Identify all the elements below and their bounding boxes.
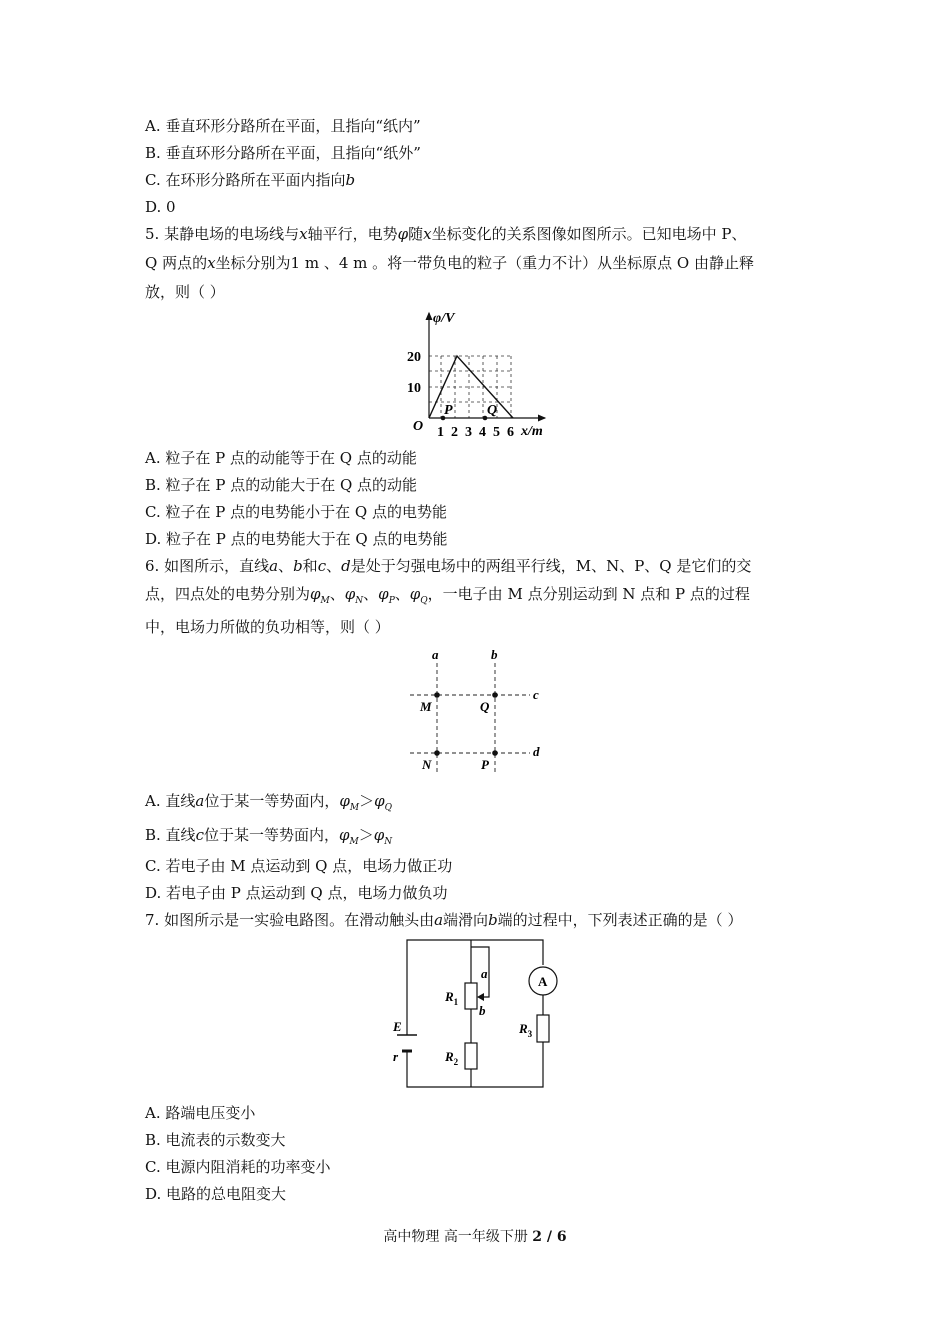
emf-label: E (393, 1019, 402, 1034)
point-q (492, 692, 498, 698)
q6-option-a (145, 791, 392, 818)
xtick-5: 5 (493, 425, 500, 438)
q7-option-c: C. 电源内阻消耗的功率变小 (145, 1158, 331, 1176)
phi-sub: Q (384, 803, 392, 813)
phi-symbol: φ (374, 792, 385, 810)
label-b: b (491, 647, 498, 662)
phi-symbol: φ (344, 585, 356, 603)
q6-var-b: b (293, 557, 303, 575)
q5-text: 坐标变化的关系图像如图所示。已知电场中 P、 (431, 225, 747, 243)
q6-text: 、 (363, 585, 379, 603)
q5-var-phi: φ (397, 225, 409, 243)
q5-text: Q 两点的 (145, 254, 208, 272)
label-d: d (533, 744, 540, 759)
x-axis-label: x/m (521, 424, 543, 438)
origin-label: O (413, 419, 424, 434)
q6-text: ，一电子由 M 点分别运动到 N 点和 P 点的过程 (427, 585, 750, 603)
q4-option-a: A. 垂直环形分路所在平面，且指向“纸内” (145, 117, 421, 135)
r1-label-sub: 1 (453, 997, 459, 1007)
q4-option-b: B. 垂直环形分路所在平面，且指向“纸外” (145, 144, 421, 162)
phi-sub: M (349, 803, 360, 813)
phi-symbol: φ (378, 585, 389, 603)
q5-option-a: A. 粒子在 P 点的动能等于在 Q 点的动能 (145, 449, 417, 467)
label-p: P (481, 757, 489, 772)
q7-var-b: b (488, 911, 498, 929)
q6-text: 、 (329, 585, 345, 603)
r3-label (518, 1021, 533, 1039)
r3-label-sub: 3 (527, 1029, 533, 1039)
q6-text: 、 (278, 557, 294, 575)
q6-var-c: c (317, 557, 327, 575)
r2-label (444, 1049, 459, 1067)
slider-arrow-icon (477, 993, 484, 1001)
q6-stem-line2 (145, 584, 750, 611)
q6-text: 6. 如图所示，直线 (145, 557, 270, 575)
label-q: Q (480, 699, 490, 714)
phi-sub: M (320, 596, 330, 606)
q5-text: 坐标分别为1 m 、4 m 。将一带负电的粒子（重力不计）从坐标原点 O 由静止释 (215, 254, 754, 272)
footer-text: 高中物理 高一年级下册 (383, 1229, 528, 1245)
q6-option-c: C. 若电子由 M 点运动到 Q 点，电场力做正功 (145, 857, 453, 875)
q5-var-x: x (299, 225, 308, 243)
xtick-4: 4 (479, 425, 486, 438)
q7-circuit-diagram (385, 935, 560, 1095)
label-n: N (422, 757, 432, 772)
q5-stem-line3: 放，则（ ） (145, 283, 225, 301)
q6-text: 、 (394, 585, 410, 603)
q5-var-x: x (207, 254, 216, 272)
phi-symbol: φ (310, 585, 321, 603)
q7-text: 端的过程中，下列表述正确的是（ ） (497, 911, 743, 929)
phi-sub: Q (420, 596, 428, 606)
q7-text: 端滑向 (443, 911, 489, 929)
ammeter-label: A (538, 974, 548, 989)
resistor-r2 (465, 1043, 477, 1069)
q-label: Q (487, 403, 498, 418)
point-n (434, 750, 440, 756)
q5-var-x: x (423, 225, 432, 243)
graph-grid (429, 356, 511, 418)
slider-label-b: b (479, 1003, 486, 1018)
q5-stem-line2 (145, 253, 754, 273)
r3-label-r: R (519, 1021, 528, 1036)
q6-stem-line1 (145, 556, 751, 576)
q6-text: A. 直线 (145, 792, 196, 810)
q5-option-d: D. 粒子在 P 点的电势能大于在 Q 点的电势能 (145, 530, 448, 548)
phi-sub: N (384, 837, 393, 847)
r1-label-r: R (445, 989, 454, 1004)
r2-label-sub: 2 (453, 1057, 459, 1067)
p-label: P (444, 403, 453, 418)
resistor-r3 (537, 1015, 549, 1042)
q6-var: c (195, 826, 204, 844)
q6-option-b (145, 825, 392, 852)
r1-label (444, 989, 459, 1007)
gt-symbol: ＞ (358, 826, 374, 844)
q5-option-b: B. 粒子在 P 点的动能大于在 Q 点的动能 (145, 476, 418, 494)
page-footer (0, 1226, 950, 1246)
q6-var-d: d (341, 557, 351, 575)
resistor-r1 (465, 983, 477, 1009)
y-axis-label: φ/V (433, 311, 455, 326)
label-a: a (432, 647, 439, 662)
internal-resistance-label: r (393, 1049, 399, 1064)
xtick-3: 3 (465, 425, 472, 438)
q6-text: 位于某一等势面内， (204, 792, 340, 810)
q7-option-b: B. 电流表的示数变大 (145, 1131, 286, 1149)
q5-text: 5. 某静电场的电场线与 (145, 225, 300, 243)
xtick-2: 2 (451, 425, 458, 438)
ytick-20: 20 (407, 350, 421, 365)
label-m: M (420, 699, 432, 714)
q4-option-c-text: C. 在环形分路所在平面内指向 (145, 171, 346, 189)
q6-option-d: D. 若电子由 P 点运动到 Q 点，电场力做负功 (145, 884, 448, 902)
gt-symbol: ＞ (359, 792, 375, 810)
page-number: 2 / 6 (532, 1229, 567, 1245)
wire-bottom (407, 1042, 543, 1087)
ytick-10: 10 (407, 381, 421, 396)
q6-var: a (195, 792, 205, 810)
q6-grid-diagram (405, 645, 555, 775)
q6-text: 、 (326, 557, 342, 575)
slider-label-a: a (481, 966, 488, 981)
q5-option-c: C. 粒子在 P 点的电势能小于在 Q 点的电势能 (145, 503, 447, 521)
phi-symbol: φ (409, 585, 421, 603)
q6-var-a: a (269, 557, 279, 575)
q6-text: 位于某一等势面内， (203, 826, 339, 844)
q5-text: 随 (408, 225, 424, 243)
q4-option-d: D. 0 (145, 198, 176, 216)
q5-potential-graph (405, 308, 555, 438)
r2-label-r: R (445, 1049, 454, 1064)
label-c: c (533, 687, 539, 702)
q7-stem (145, 910, 742, 930)
q6-text: 和 (302, 557, 318, 575)
q6-text: B. 直线 (145, 826, 196, 844)
xtick-1: 1 (437, 425, 444, 438)
phi-symbol: φ (338, 826, 350, 844)
q7-var-a: a (434, 911, 444, 929)
wire-top (407, 940, 543, 993)
q6-text: 是处于匀强电场中的两组平行线，M、N、P、Q 是它们的交 (350, 557, 752, 575)
point-p (492, 750, 498, 756)
q6-text: 点，四点处的电势分别为 (145, 585, 311, 603)
q7-option-a: A. 路端电压变小 (145, 1104, 256, 1122)
q7-option-d: D. 电路的总电阻变大 (145, 1185, 287, 1203)
phi-sub: N (355, 596, 364, 606)
q4-option-c-var: b (345, 171, 356, 189)
phi-symbol: φ (339, 792, 350, 810)
q7-text: 7. 如图所示是一实验电路图。在滑动触头由 (145, 911, 435, 929)
xtick-6: 6 (507, 425, 514, 438)
phi-symbol: φ (373, 826, 385, 844)
point-m (434, 692, 440, 698)
q5-stem-line1 (145, 224, 746, 244)
q5-text: 轴平行，电势 (307, 225, 398, 243)
phi-sub: P (388, 596, 395, 606)
phi-sub: M (349, 837, 359, 847)
q6-stem-line3: 中，电场力所做的负功相等，则（ ） (145, 618, 390, 636)
q4-option-c (145, 170, 355, 190)
